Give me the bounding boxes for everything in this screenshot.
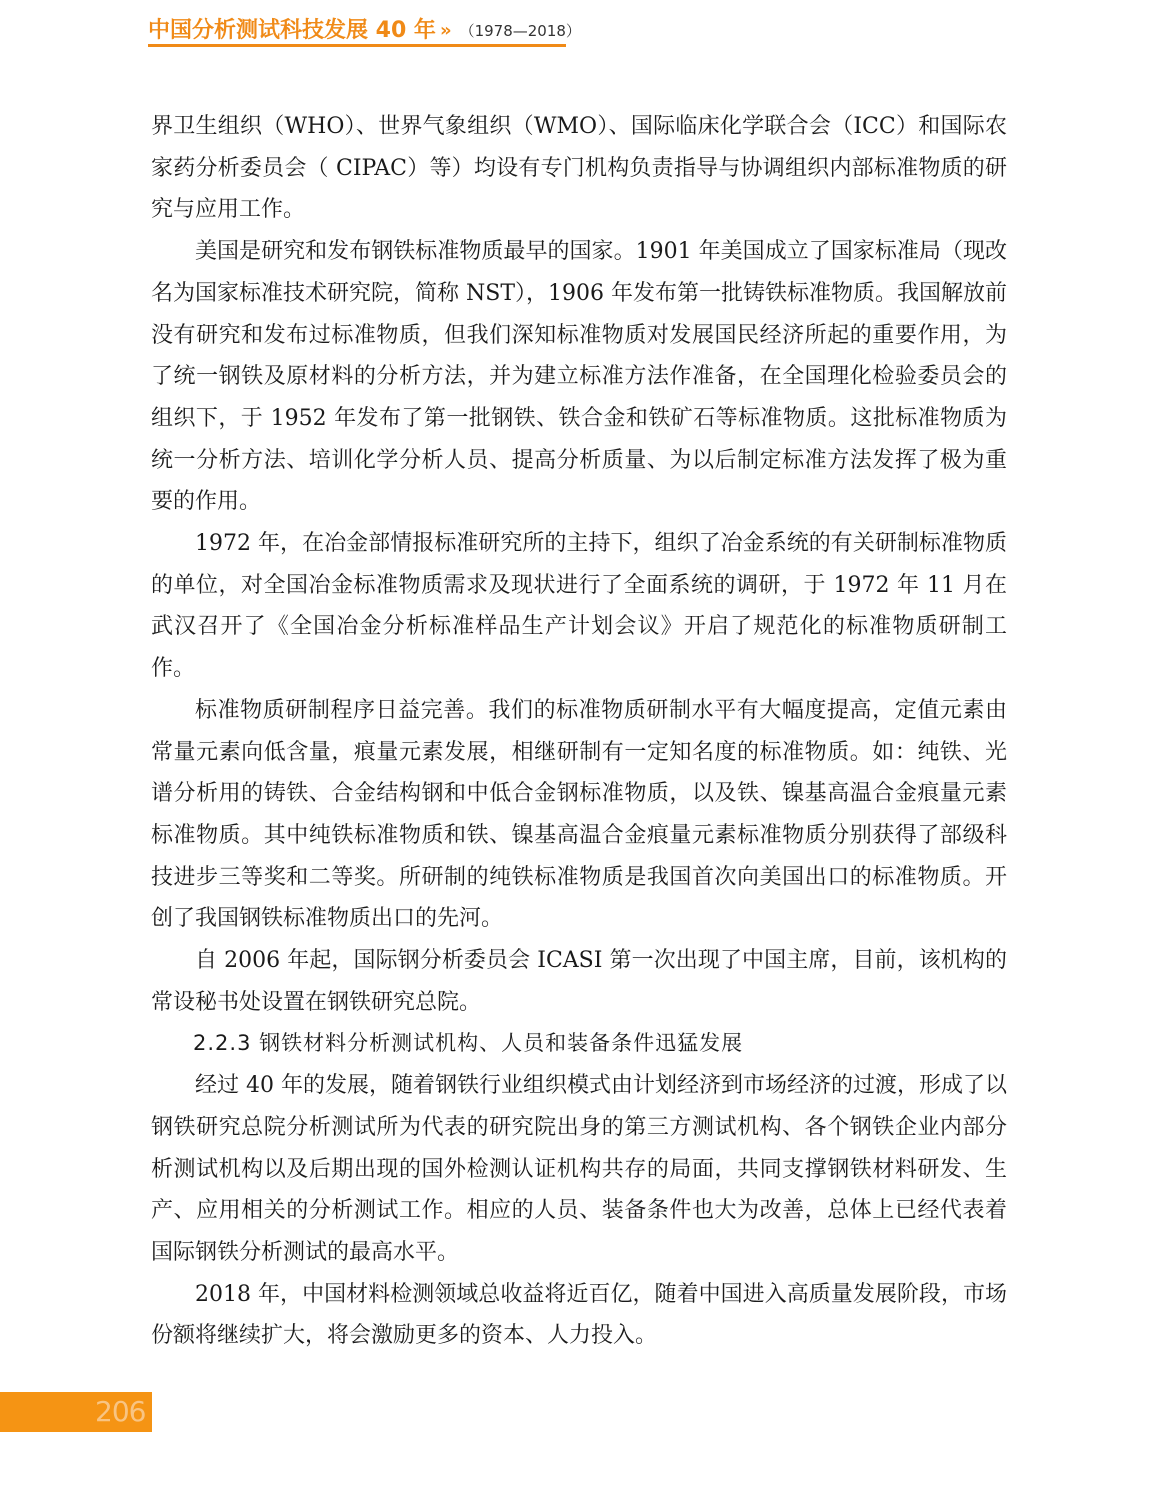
running-header bbox=[148, 12, 581, 46]
paragraph: 标准物质研制程序日益完善。我们的标准物质研制水平有大幅度提高，定值元素由常量元素向低含量，痕量元素发展，相继研制有一定知名度的标准物质。如：纯铁、光谱分析用的铸铁、合金结构钢和中低合金钢标准物质，以及铁、镍基高温合金痕量元素标准物质。其中纯铁标准物质和铁、镍基高温合金痕量元素标准物质分别获得了部级科技进步三等奖和二等奖。所研制的纯铁标准物质是我国首次向美国出口的标准物质。开创了我国钢铁标准物质出口的先河。 bbox=[151, 697, 1007, 932]
book-title: 中国分析测试科技发展 40 年 bbox=[148, 18, 436, 43]
page-number: 206 bbox=[95, 1395, 146, 1428]
paragraph: 美国是研究和发布钢铁标准物质最早的国家。1901 年美国成立了国家标准局（现改名为国家标准技术研究院，简称 NST），1906 年发布第一批铸铁标准物质。我国解放前没有研究和发布过标准物质，但我们深知标准物质对发展国民经济所起的重要作用，为了统一钢铁及原材料的分析方法，并为建立标准方法作准备，在全国理化检验委员会的组织下，于 1952 年发布了第一批钢铁、铁合金和铁矿石等标准物质。这批标准物质为统一分析方法、培训化学分析人员、提高分析质量、为以后制定标准方法发挥了极为重要的作用。 bbox=[151, 239, 1007, 515]
section-heading: 2.2.3 钢铁材料分析测试机构、人员和装备条件迅猛发展 bbox=[193, 1031, 744, 1056]
paragraph: 2018 年，中国材料检测领域总收益将近百亿，随着中国进入高质量发展阶段，市场份额将继续扩大，将会激励更多的资本、人力投入。 bbox=[151, 1281, 1007, 1349]
paragraph: 1972 年，在冶金部情报标准研究所的主持下，组织了冶金系统的有关研制标准物质的单位，对全国冶金标准物质需求及现状进行了全面系统的调研，于 1972 年 11 月在武汉召开了《全国冶金分析标准样品生产计划会议》开启了规范化的标准物质研制工作。 bbox=[151, 531, 1007, 682]
double-chevron-icon: » bbox=[439, 20, 452, 41]
header-underline bbox=[148, 44, 566, 47]
paragraph: 界卫生组织（WHO）、世界气象组织（WMO）、国际临床化学联合会（ICC）和国际农家药分析委员会（ CIPAC）等）均设有专门机构负责指导与协调组织内部标准物质的研究与应用工作。 bbox=[151, 114, 1007, 223]
paragraph: 自 2006 年起，国际钢分析委员会 ICASI 第一次出现了中国主席，目前，该机构的常设秘书处设置在钢铁研究总院。 bbox=[151, 948, 1007, 1015]
body-text bbox=[151, 106, 1007, 1357]
year-range: （1978—2018） bbox=[459, 22, 581, 40]
paragraph: 经过 40 年的发展，随着钢铁行业组织模式由计划经济到市场经济的过渡，形成了以钢铁研究总院分析测试所为代表的研究院出身的第三方测试机构、各个钢铁企业内部分析测试机构以及后期出现的国外检测认证机构共存的局面，共同支撑钢铁材料研发、生产、应用相关的分析测试工作。相应的人员、装备条件也大为改善，总体上已经代表着国际钢铁分析测试的最高水平。 bbox=[151, 1073, 1007, 1265]
